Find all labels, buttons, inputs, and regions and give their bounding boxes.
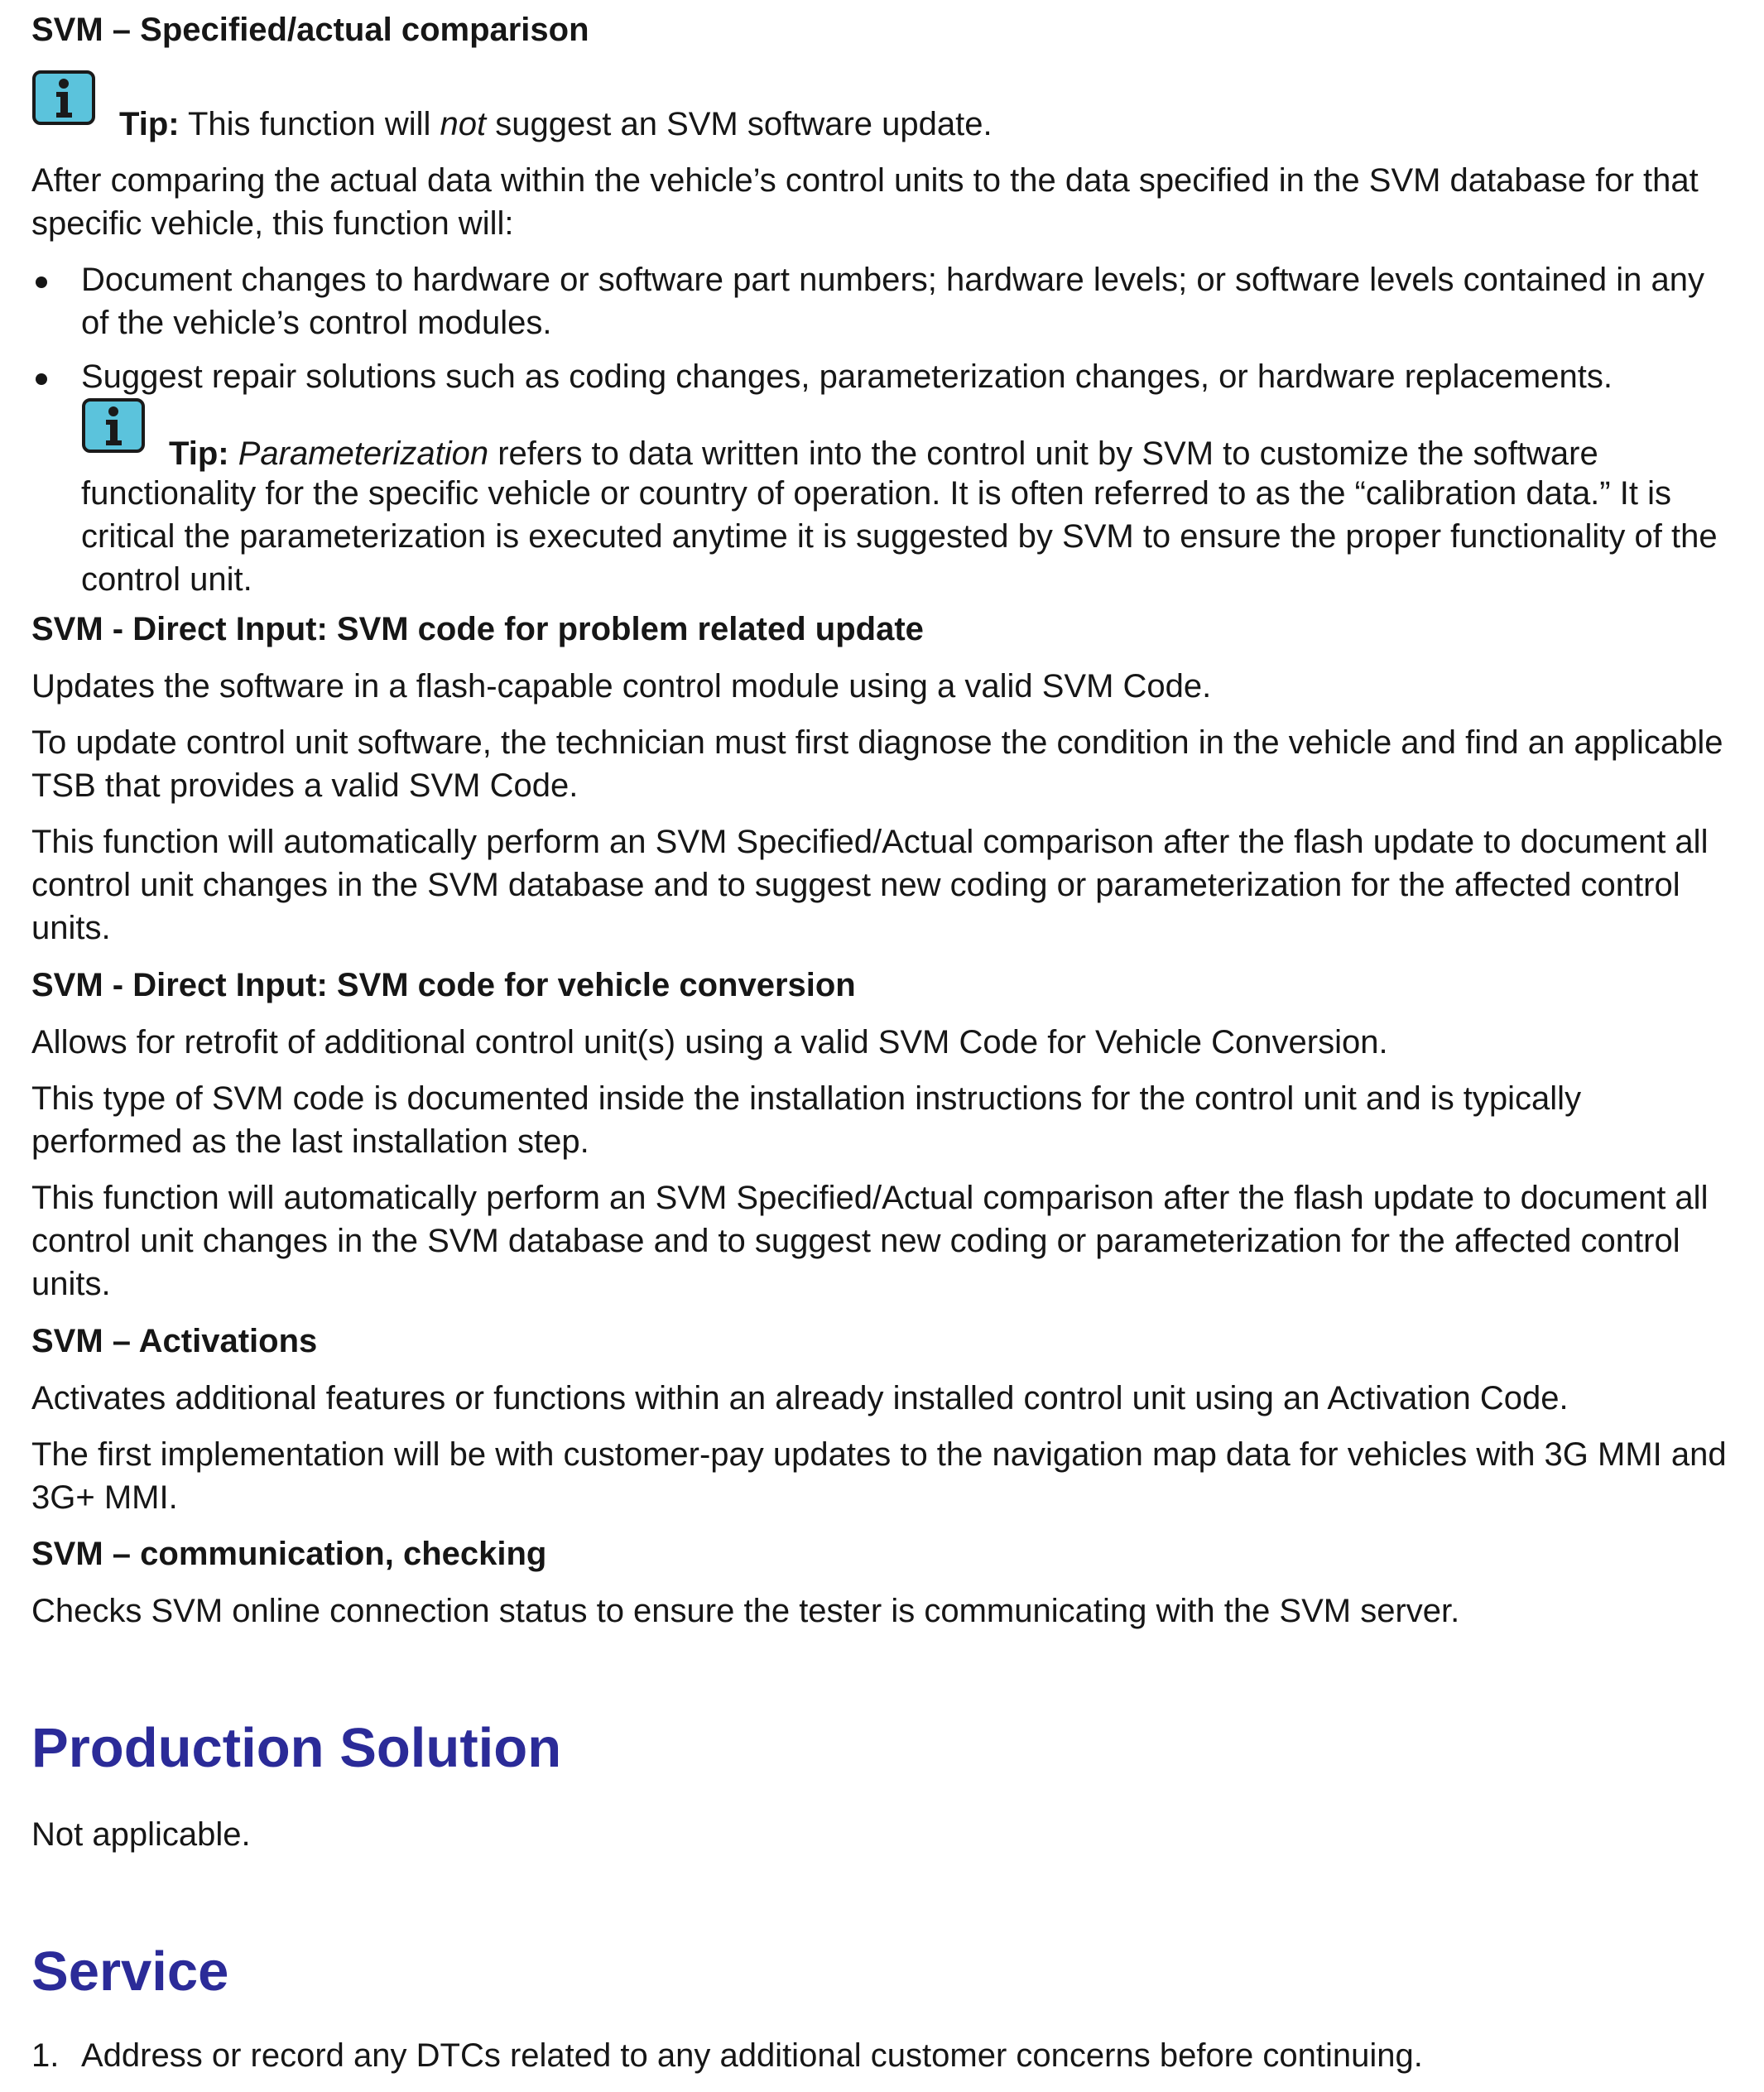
section-heading-activations: SVM – Activations	[31, 1323, 318, 1359]
bullet-item-document-changes: Document changes to hardware or software part numbers; hardware levels; or software levels contained in any of the vehicle’s control modules.	[81, 262, 1704, 341]
intro-paragraph: After comparing the actual data within the vehicle’s control units to the data specified in the SVM database for that specific vehicle, this function will:	[31, 162, 1699, 242]
service-title: Service	[31, 1941, 229, 2003]
paragraph: Updates the software in a flash-capable control module using a valid SVM Code.	[31, 668, 1212, 705]
tip-parameterization-line1	[169, 432, 1598, 475]
paragraph: Allows for retrofit of additional control unit(s) using a valid SVM Code for Vehicle Conversion.	[31, 1024, 1388, 1060]
tip-text: This function will	[187, 106, 440, 142]
tip-parameterization-rest: functionality for the specific vehicle or country of operation. It is often referred to as the “calibration data.” It is critical the parameterization is executed anytime it is suggested by SVM to ensure the proper functionality of the control unit.	[81, 475, 1718, 598]
service-step-1: Address or record any DTCs related to any additional customer concerns before continuing.	[81, 2037, 1423, 2074]
tip-text-end: suggest an SVM software update.	[486, 106, 993, 142]
tip-not-suggest-update	[119, 103, 993, 146]
paragraph: This function will automatically perform an SVM Specified/Actual comparison after the flash update to document all control unit changes in the SVM database and to suggest new coding or parameterization for the affected control units.	[31, 824, 1709, 946]
tip-emphasis: Parameterization	[238, 435, 489, 472]
paragraph: The first implementation will be with customer-pay updates to the navigation map data for vehicles with 3G MMI and 3G+ MMI.	[31, 1436, 1727, 1516]
bullet-dot	[36, 277, 47, 288]
bullet-dot	[36, 373, 47, 385]
paragraph: This type of SVM code is documented inside the installation instructions for the control unit and is typically performed as the last installation step.	[31, 1080, 1582, 1160]
tip-emphasis: not	[440, 106, 487, 142]
tip-text: refers to data written into the control unit by SVM to customize the software	[488, 435, 1598, 472]
tip-label: Tip:	[169, 435, 229, 472]
paragraph: This function will automatically perform an SVM Specified/Actual comparison after the flash update to document all control unit changes in the SVM database and to suggest new coding or parameterization for the affected control units.	[31, 1180, 1709, 1302]
production-solution-title: Production Solution	[31, 1717, 562, 1779]
section-heading-specified-actual: SVM – Specified/actual comparison	[31, 12, 589, 48]
paragraph: To update control unit software, the technician must first diagnose the condition in the vehicle and find an applicable TSB that provides a valid SVM Code.	[31, 724, 1723, 804]
section-heading-communication: SVM – communication, checking	[31, 1536, 547, 1572]
bullet-item-suggest-repair: Suggest repair solutions such as coding changes, parameterization changes, or hardware replacements.	[81, 358, 1613, 395]
section-heading-problem-update: SVM - Direct Input: SVM code for problem related update	[31, 611, 924, 647]
tip-label: Tip:	[119, 106, 180, 142]
paragraph: Activates additional features or functions within an already installed control unit using an Activation Code.	[31, 1380, 1569, 1416]
info-icon	[81, 397, 146, 454]
info-icon	[31, 70, 96, 126]
paragraph: Checks SVM online connection status to ensure the tester is communicating with the SVM server.	[31, 1593, 1460, 1629]
step-number: 1.	[31, 2037, 60, 2074]
section-heading-vehicle-conversion: SVM - Direct Input: SVM code for vehicle conversion	[31, 967, 856, 1003]
production-solution-body: Not applicable.	[31, 1816, 251, 1853]
